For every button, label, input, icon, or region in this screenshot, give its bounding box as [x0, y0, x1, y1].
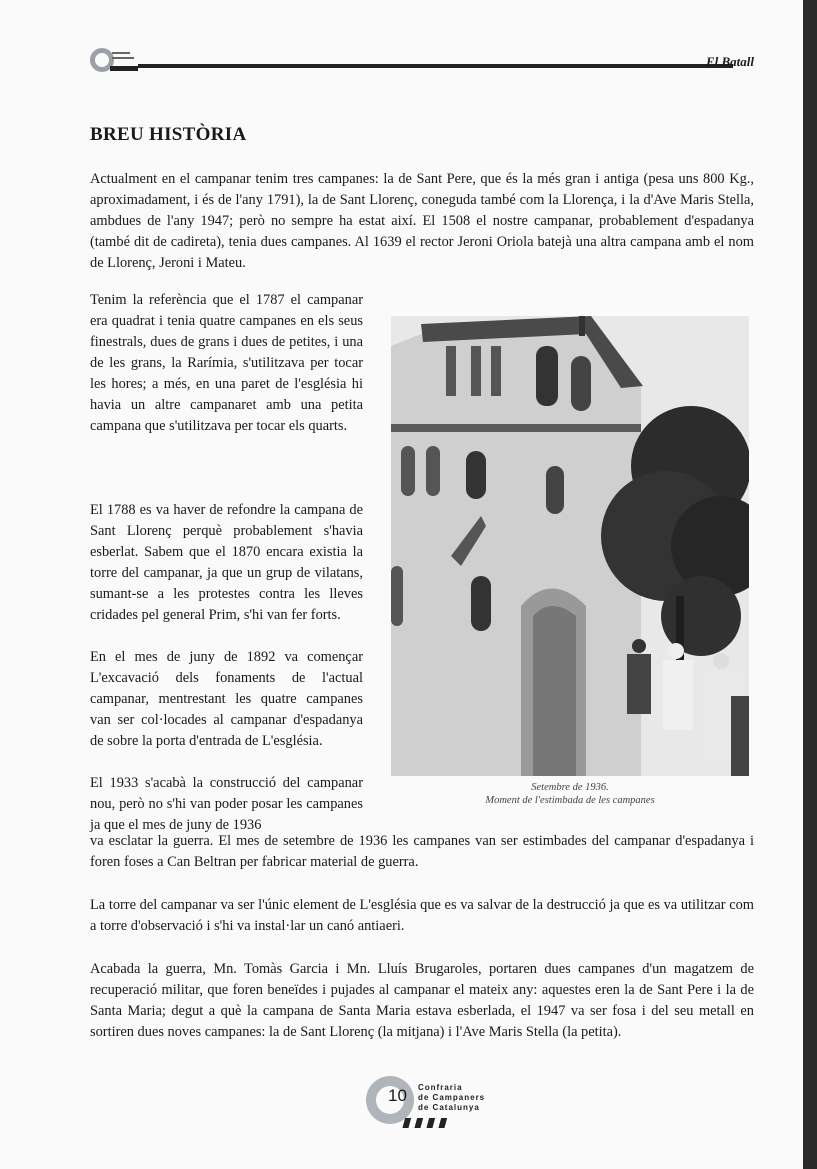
- page-edge: [803, 0, 817, 1169]
- paragraph-1788: El 1788 es va haver de refondre la campana de Sant Llorenç perquè probablement s'havia esberlat. Sabem que el 1870 encara existia la torre del campanar, ja que un grup de vilatans, sumant-se a les protestes contra les lleves cridades pel general Prim, s'hi van fer forts.: [90, 502, 363, 623]
- header-title: El Batall: [705, 54, 754, 69]
- page-number: 10: [388, 1086, 407, 1105]
- confraria-logo: [88, 46, 146, 74]
- page-header: [88, 46, 758, 76]
- paragraph-torre: La torre del campanar va ser l'únic element de L'església que es va salvar de la destrucció ja que es va utilitzar com a torre d'observació i s'hi va instal·lar un canó antiaeri.: [90, 897, 754, 934]
- photo-caption: [391, 781, 749, 807]
- paragraph-1787: Tenim la referència que el 1787 el campanar era quadrat i tenia quatre campanes en els seus finestrals, dues de grans i dues de petites, i una de les grans, la Rarímia, s'utilitzava per tocar les hores; a més, en una paret de l'església hi havia un altre campanaret amb una petita campana que s'utilitzava per tocar els quarts.: [90, 292, 363, 434]
- paragraph-postguerra: Acabada la guerra, Mn. Tomàs Garcia i Mn. Lluís Brugaroles, portaren dues campanes d'un magatzem de recuperació militar, que foren beneïdes i pujades al campanar el mateix any: aquestes eren la de Sant Pere i la de Santa Maria; degut a què la campana de Santa Maria estava esberlada, el 1947 va ser fosa i del seu metall en sortiren dues noves campanes: la de Sant Llorenç (la mitjana) i l'Ave Maris Stella (la petita).: [90, 961, 754, 1040]
- paragraph-intro: Actualment en el campanar tenim tres campanes: la de Sant Pere, que és la més gran i antiga (pesa uns 800 Kg., aproximadament, i és de l'any 1791), la de Sant Llorenç, coneguda també com la Llorença, i la d'Ave Maris Stella, ambdues de l'any 1947; però no sempre ha estat així. El 1508 el nostre campanar, probablement d'espadanya (també dit de cadireta), tenia dues campanes. Al 1639 el rector Jeroni Oriola batejà una altra campana amb el nom de Llorenç, Jeroni i Mateu.: [90, 171, 754, 271]
- church-photo: [391, 316, 749, 776]
- paragraph-1933: El 1933 s'acabà la construcció del campanar nou, però no s'hi van poder posar les campanes ja que el mes de juny de 1936: [90, 775, 363, 833]
- paragraph-1892: En el mes de juny de 1892 va començar L'excavació dels fonaments de l'actual campanar, mentrestant les quatre campanes van ser col·locades al campanar d'espadanya de sobre la porta d'entrada de L'església.: [90, 649, 363, 749]
- caption-date: Setembre de 1936.: [531, 782, 609, 793]
- caption-text: Moment de l'estimbada de les campanes: [485, 795, 655, 806]
- section-heading: BREU HISTÒRIA: [90, 124, 247, 145]
- paragraph-1936: va esclatar la guerra. El mes de setembre de 1936 les campanes van ser estimbades del campanar d'espadanya i foren foses a Can Beltran per fabricar material de guerra.: [90, 833, 754, 870]
- footer-org-name: Confraria de Campaners de Catalunya: [418, 1083, 486, 1112]
- header-rule: [138, 64, 733, 68]
